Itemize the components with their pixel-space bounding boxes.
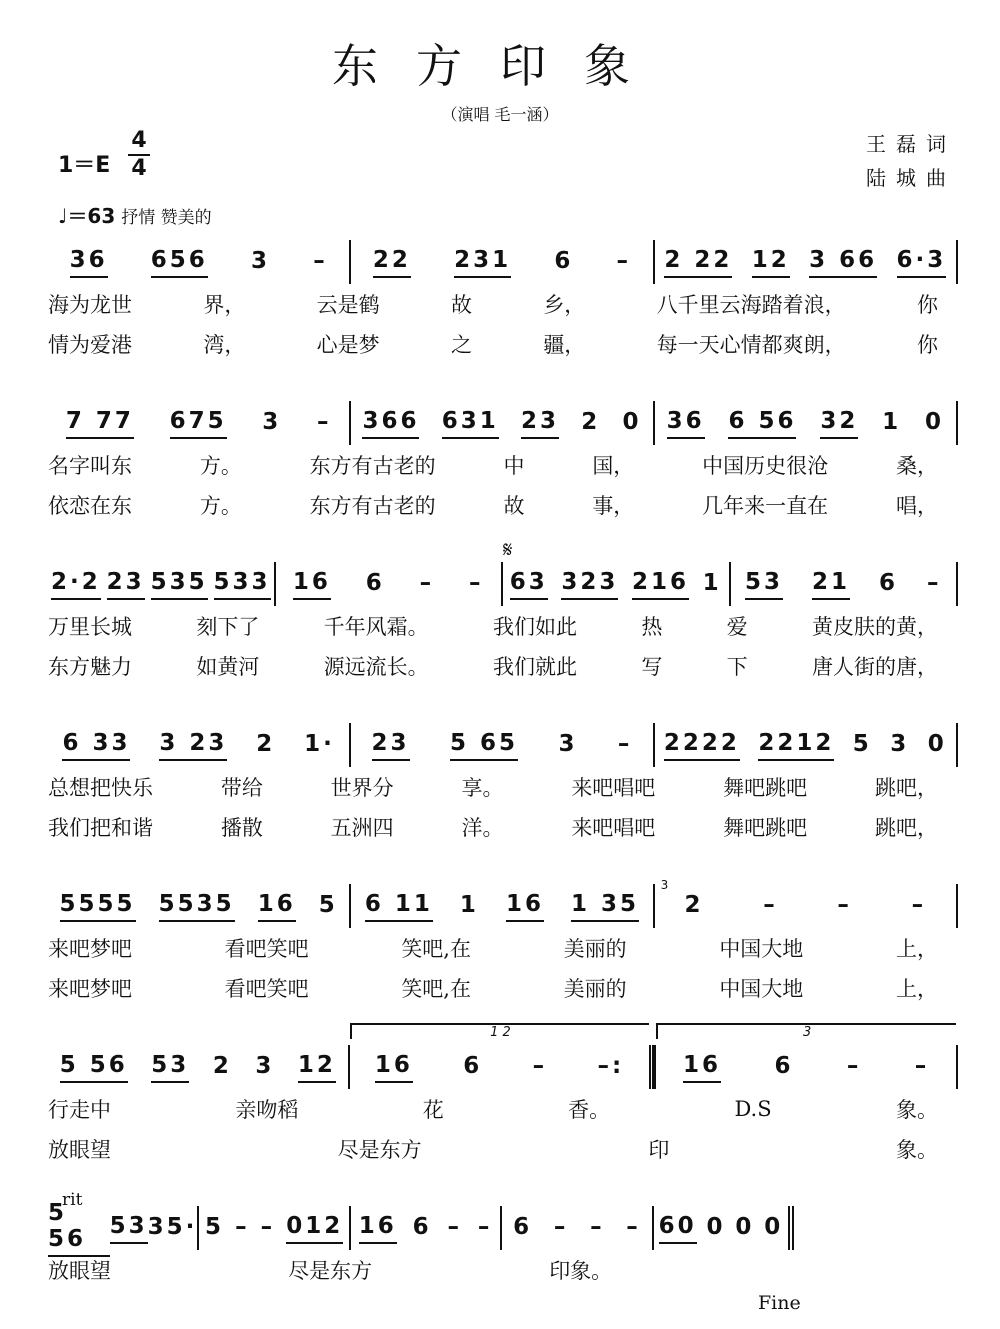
lyric-word: 行走中 <box>48 1098 111 1122</box>
note-group: 3 <box>558 730 578 757</box>
note-group: – <box>837 891 852 918</box>
measure <box>197 1206 348 1250</box>
lyric-word: 故 <box>450 293 472 317</box>
lyric-word: 下 <box>726 655 748 679</box>
note-group: 0 <box>764 1213 784 1240</box>
note-group: – <box>763 891 778 918</box>
lyric-line-2 <box>48 1129 958 1169</box>
lyric-line-1 <box>48 445 958 485</box>
lyric-word: 之 <box>450 333 472 357</box>
segno-sign: 𝄋 <box>503 538 513 563</box>
lyric-word: 印 <box>648 1138 670 1162</box>
note-group: 6 56 <box>728 408 796 439</box>
lyric-line-2 <box>48 324 958 364</box>
note-group: 2 <box>212 1052 232 1079</box>
lyric-word: 中 <box>503 454 525 478</box>
lyric-word: 湾， <box>203 333 246 357</box>
lyric-word: 名字叫东 <box>48 454 132 478</box>
lyric-word: 看吧笑吧 <box>224 937 309 961</box>
lyric-line-2 <box>48 646 958 686</box>
measure <box>348 1025 655 1089</box>
note-group: 5535 <box>159 891 235 922</box>
note-group: 675 <box>170 408 227 439</box>
note-group: 6·3 <box>897 247 947 278</box>
note-group: 216 <box>632 569 689 600</box>
lyric-word: 放眼望 <box>48 1138 111 1162</box>
lyric-word: 写 <box>641 655 663 679</box>
note-group: 53 <box>151 1052 189 1083</box>
note-group: 5555 <box>60 891 136 922</box>
lyric-word: 看吧笑吧 <box>224 977 309 1001</box>
note-group: – <box>447 1213 462 1240</box>
note-group: 323 <box>561 569 618 600</box>
note-group: 16 <box>375 1052 413 1083</box>
note-group: 2 <box>684 891 704 918</box>
note-group: 012 <box>286 1213 343 1244</box>
note-group: 16 <box>293 569 331 600</box>
lyric-word: 云是鹤 <box>316 293 380 317</box>
lyric-word: 东方有古老的 <box>309 494 436 518</box>
note-group: 60 <box>659 1213 697 1244</box>
lyric-word: 美丽的 <box>563 937 627 961</box>
note-group: 2 <box>581 408 601 435</box>
measure <box>500 1206 651 1250</box>
measure <box>48 240 349 284</box>
note-group: – <box>590 1213 605 1240</box>
lyric-word: 心是梦 <box>316 333 380 357</box>
note-group: 3 <box>251 247 271 274</box>
expression-text: 抒情 赞美的 <box>121 208 212 228</box>
note-group: 23 <box>521 408 559 439</box>
rit-marking: rit <box>62 1190 83 1210</box>
lyric-word: D.S <box>734 1097 772 1121</box>
tempo-marking <box>58 200 212 229</box>
lyric-word: 你 <box>916 333 938 357</box>
lyric-word: 来吧梦吧 <box>48 977 132 1001</box>
note-group: 366 <box>362 408 419 439</box>
lyric-word: 八千里云海踏着浪， <box>656 293 846 317</box>
song-title: 东方印象 <box>332 39 668 93</box>
lyric-word: 黄皮肤的黄， <box>811 615 938 639</box>
lyric-word: 千年风霜。 <box>323 615 429 639</box>
note-group: – <box>616 247 632 274</box>
notes-row <box>48 401 958 445</box>
lyric-word: 故 <box>503 494 525 518</box>
note-group: 3 <box>262 408 282 435</box>
note-group: – <box>477 1213 493 1240</box>
lyric-word: 热 <box>641 615 663 639</box>
lyric-word: 你 <box>916 293 938 317</box>
lyric-word: 上， <box>895 937 938 961</box>
note-group: 6 <box>513 1213 533 1240</box>
lyric-word: 五洲四 <box>330 816 394 840</box>
lyric-line-1 <box>48 1089 958 1129</box>
measure <box>48 401 349 445</box>
measure <box>48 1045 348 1089</box>
measure <box>653 723 956 767</box>
note-group: 36 <box>70 247 108 278</box>
note-group: 16 <box>258 891 296 922</box>
note-group: 0 <box>735 1213 755 1240</box>
lyric-word: 尽是东方 <box>337 1138 422 1162</box>
note-group: 16 <box>506 891 544 922</box>
note-group: 0 <box>622 408 642 435</box>
lyric-word: 中国大地 <box>719 937 804 961</box>
note-group: – <box>846 1052 862 1079</box>
lyricist-credit: 王磊词 <box>866 132 956 156</box>
ending-mark: 3 <box>660 878 669 892</box>
note-group: 6 11 <box>365 891 433 922</box>
lyric-word: 唐人街的唐， <box>811 655 938 679</box>
score-system <box>48 723 958 884</box>
score-system <box>48 240 958 401</box>
note-group: 6 <box>365 569 385 596</box>
performer-credit: （演唱 毛一涵） <box>441 105 559 124</box>
note-group: 6 <box>774 1052 794 1079</box>
note-group: 231 <box>454 247 511 278</box>
time-bottom: 4 <box>131 156 147 181</box>
note-group: – <box>469 569 484 596</box>
note-group: 6 33 <box>62 730 130 761</box>
lyric-word: 跳吧， <box>874 816 938 840</box>
lyric-word: 我们如此 <box>492 615 577 639</box>
lyric-word: 印象。 <box>549 1259 613 1283</box>
lyric-word: 象。 <box>895 1098 938 1122</box>
measure <box>349 1206 500 1250</box>
lyric-word: 来吧唱吧 <box>571 816 656 840</box>
lyric-word: 世界分 <box>330 776 394 800</box>
measure <box>729 562 957 606</box>
lyric-word: 跳吧， <box>874 776 938 800</box>
measure <box>653 240 956 284</box>
note-group: 3 23 <box>159 730 227 761</box>
note-group: 535 <box>151 569 208 600</box>
note-group: 5· <box>166 1213 198 1240</box>
tempo-value: ＝63 <box>67 204 116 228</box>
lyric-word: 疆， <box>543 333 586 357</box>
lyric-line-1 <box>48 284 958 324</box>
lyric-word: 海为龙世 <box>48 293 132 317</box>
lyric-word: 我们就此 <box>492 655 577 679</box>
time-signature <box>128 128 150 182</box>
note-group: 6 <box>878 569 898 596</box>
lyric-word: 享。 <box>461 776 504 800</box>
lyric-word: 笑吧,在 <box>401 937 471 961</box>
lyric-word: 情为爱港 <box>48 333 132 357</box>
lyric-word: 播散 <box>220 816 263 840</box>
note-group: 23 <box>372 730 410 761</box>
note-group: – <box>553 1213 569 1240</box>
note-group: – <box>617 730 633 757</box>
note-group: 5 65 <box>450 730 518 761</box>
note-group: 2222 <box>664 730 740 761</box>
note-group: 53 <box>110 1213 148 1244</box>
lyric-word: 舞吧跳吧 <box>723 816 808 840</box>
note-group: 533 <box>214 569 271 600</box>
lyric-line-1 <box>48 606 958 646</box>
notes-row <box>48 878 958 928</box>
note-group: 1 <box>459 891 479 918</box>
notes-row <box>48 1025 958 1089</box>
lyric-word: 放眼望 <box>48 1259 111 1283</box>
lyric-line-1 <box>48 767 958 807</box>
note-group: 0 <box>927 730 947 757</box>
note-group: 32 <box>820 408 858 439</box>
lyric-word: 来吧唱吧 <box>571 776 656 800</box>
lyric-word: 唱， <box>895 494 938 518</box>
notes-row <box>48 240 958 284</box>
measure <box>48 562 274 606</box>
lyric-word: 方。 <box>199 454 242 478</box>
note-group: 5 56 <box>48 1200 110 1257</box>
note-group: 6 <box>463 1052 483 1079</box>
notes-row <box>48 538 958 606</box>
note-group: 0 <box>706 1213 726 1240</box>
score-system <box>48 538 958 723</box>
lyric-word: 界， <box>203 293 246 317</box>
note-group: 23 <box>107 569 145 600</box>
measure <box>48 884 349 928</box>
note-group: – <box>532 1052 548 1079</box>
note-group: 5 <box>318 891 338 918</box>
score-systems <box>48 240 958 1329</box>
lyric-word: 万里长城 <box>48 615 132 639</box>
note-group: 12 <box>298 1052 336 1083</box>
measure <box>48 723 349 767</box>
lyric-word: 刻下了 <box>196 615 260 639</box>
measure <box>653 401 956 445</box>
lyric-word: 事， <box>592 494 635 518</box>
score-system <box>48 878 958 1045</box>
lyric-word: 几年来一直在 <box>702 494 829 518</box>
note-group: 656 <box>151 247 208 278</box>
lyric-word: 依恋在东 <box>48 494 132 518</box>
note-group: 5 <box>204 1213 224 1240</box>
lyric-word: 上， <box>895 977 938 1001</box>
note-group: 21 <box>812 569 850 600</box>
note-group: 1 <box>882 408 902 435</box>
lyric-word: 来吧梦吧 <box>48 937 132 961</box>
note-group: – <box>419 569 435 596</box>
score-system <box>48 1025 958 1206</box>
lyric-word: 中国大地 <box>719 977 804 1001</box>
lyric-word: 总想把快乐 <box>48 776 153 800</box>
measure <box>501 538 729 606</box>
lyric-line-1 <box>48 928 958 968</box>
lyric-word: 香。 <box>568 1098 611 1122</box>
note-group: 6 <box>554 247 574 274</box>
note-group: 2212 <box>758 730 834 761</box>
score-system <box>48 1190 958 1329</box>
note-group: 53 <box>745 569 783 600</box>
lyric-word: 带给 <box>220 776 263 800</box>
measure <box>653 878 956 928</box>
lyric-word: 舞吧跳吧 <box>723 776 808 800</box>
lyric-line-1 <box>48 1250 632 1290</box>
note-group: – <box>914 1052 930 1079</box>
lyric-word: 洋。 <box>461 816 504 840</box>
note-group: 36 <box>667 408 705 439</box>
measure <box>349 240 652 284</box>
note-group: 16 <box>359 1213 397 1244</box>
note-group: 3 66 <box>809 247 877 278</box>
lyric-word: 中国历史很沧 <box>702 454 829 478</box>
measure <box>349 723 652 767</box>
measure <box>652 1206 794 1250</box>
lyric-word: 尽是东方 <box>288 1259 373 1283</box>
note-group: – <box>926 569 942 596</box>
lyric-word: 桑， <box>895 454 938 478</box>
composer-credit: 陆城曲 <box>866 166 956 190</box>
measure <box>349 884 652 928</box>
note-group: 631 <box>442 408 499 439</box>
lyric-word: 东方魅力 <box>48 655 132 679</box>
note-group: –: <box>597 1052 625 1079</box>
lyric-word: 每一天心情都爽朗， <box>656 333 846 357</box>
note-group: 1· <box>304 730 335 757</box>
note-group: 7 77 <box>66 408 134 439</box>
note-group: – <box>313 247 328 274</box>
note-group: 5 56 <box>60 1052 128 1083</box>
lyric-word: 如黄河 <box>196 655 260 679</box>
note-group: 0 <box>925 408 945 435</box>
lyric-word: 方。 <box>199 494 242 518</box>
key-signature: 1＝E <box>58 153 111 178</box>
note-group: 3 <box>890 730 910 757</box>
volta-bracket: 1 2 <box>350 1023 650 1039</box>
quarter-note-icon: ♩ <box>58 204 68 228</box>
note-group: 22 <box>373 247 411 278</box>
lyric-word: 花 <box>422 1098 444 1122</box>
lyric-word: 我们把和谐 <box>48 816 153 840</box>
note-group: – <box>316 408 332 435</box>
note-group: 63 <box>510 569 548 600</box>
measure <box>654 1025 956 1089</box>
lyric-word: 笑吧,在 <box>401 977 471 1001</box>
note-group: 5 <box>852 730 872 757</box>
note-group: 2 22 <box>664 247 732 278</box>
lyric-line-2 <box>48 485 958 525</box>
note-group: 12 <box>752 247 790 278</box>
note-group: – <box>911 891 927 918</box>
lyric-word: 美丽的 <box>563 977 627 1001</box>
note-group: – <box>235 1213 250 1240</box>
note-group: 2 <box>256 730 276 757</box>
lyric-line-2 <box>48 807 958 847</box>
lyric-word: 东方有古老的 <box>309 454 436 478</box>
note-group: 1 <box>702 569 722 596</box>
note-group: 1 35 <box>571 891 639 922</box>
measure <box>349 401 652 445</box>
lyric-word: 国， <box>592 454 635 478</box>
note-group: 2·2 <box>51 569 101 600</box>
note-group: 6 <box>412 1213 432 1240</box>
time-top: 4 <box>131 128 147 153</box>
notes-row <box>48 723 958 767</box>
note-group: 16 <box>683 1052 721 1083</box>
note-group: – <box>260 1213 276 1240</box>
volta-bracket: 3 <box>656 1023 956 1039</box>
lyric-word: 源远流长。 <box>323 655 429 679</box>
lyric-word: 爱 <box>726 615 748 639</box>
fine-marking: Fine <box>758 1292 801 1314</box>
lyric-word: 象。 <box>895 1138 938 1162</box>
lyric-line-2 <box>48 968 958 1008</box>
note-group: 3 <box>147 1213 167 1240</box>
measure <box>274 562 502 606</box>
lyric-word: 亲吻稻 <box>235 1098 299 1122</box>
lyric-word: 乡， <box>543 293 586 317</box>
note-group: 3 <box>255 1052 275 1079</box>
note-group: – <box>626 1213 641 1240</box>
